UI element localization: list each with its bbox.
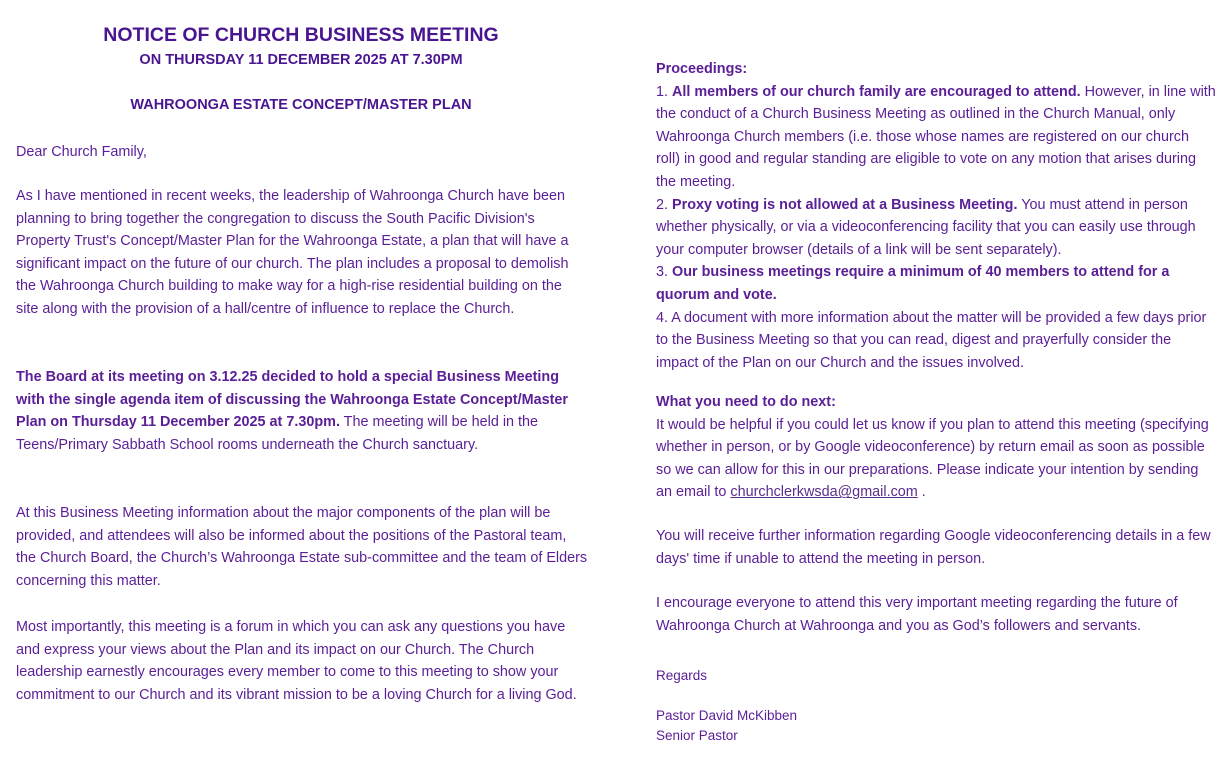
- signature-title: Senior Pastor: [656, 728, 738, 743]
- email-link[interactable]: churchclerkwsda@gmail.com: [730, 484, 918, 501]
- meeting-location-text: The meeting will be held in the Teens/Primary Sabbath School rooms underneath the Church sanctuary.: [16, 414, 539, 453]
- meeting-date-line: ON THURSDAY 11 DECEMBER 2025 AT 7.30PM: [139, 52, 463, 68]
- proceedings-heading: Proceedings:: [656, 61, 748, 77]
- forum-paragraph: Most importantly, this meeting is a forum in which you can ask any questions you have and express your views about the Plan and its impact on our Church. The Church leadership earnestly encourages every member to come to this meeting to show your commitment to our Church and its vibrant mission to be a loving Church for a living God.: [16, 619, 577, 703]
- item2-bold: Proxy voting is not allowed at a Business Meeting.: [672, 196, 1018, 213]
- signature-name: Pastor David McKibben: [656, 708, 798, 723]
- board-decision-bold: The Board at its meeting on 3.12.25 decided to hold a special Business Meeting with the single agenda item of discussing the Wahroonga Estate Concept/Master Plan on Thursday 11 December 2025 at 7.30pm.: [16, 369, 568, 431]
- regards: Regards: [656, 668, 708, 683]
- salutation: Dear Church Family,: [16, 144, 147, 160]
- item1-bold: All members of our church family are encouraged to attend.: [672, 83, 1081, 100]
- proceedings-section: [656, 58, 1216, 374]
- meeting-info-paragraph: At this Business Meeting information about the major components of the plan will be provided, and attendees will also be informed about the positions of the Pastoral team, the Church Board, the Church’s Wahroonga Estate sub-committee and the team of Elders concerning this matter.: [16, 505, 588, 589]
- board-decision-paragraph: [16, 366, 588, 456]
- item1-num: 1.: [656, 83, 672, 100]
- item3-num: 3.: [656, 264, 672, 281]
- item4-text: 4. A document with more information about the matter will be provided a few days prior to the Business Meeting so that you can read, digest and prayerfully consider the impact of the Plan on our Church and the issues involved.: [656, 309, 1207, 371]
- item2-text: You must attend in person whether physically, or via a videoconferencing facility that you can easily use through your computer browser (details of a link will be sent separately).: [656, 196, 1196, 258]
- encourage-paragraph: I encourage everyone to attend this very important meeting regarding the future of Wahroonga Church at Wahroonga and you as God’s followers and servants.: [656, 595, 1178, 634]
- next-steps-text: It would be helpful if you could let us know if you plan to attend this meeting (specifying whether in person, or by Google videoconference) by return email as soon as possible so we can allow for this in our preparations. Please indicate your intention by sending an email to: [656, 416, 1209, 501]
- email-trailing: .: [917, 484, 926, 501]
- next-steps-section: [656, 391, 1216, 504]
- subject-heading: WAHROONGA ESTATE CONCEPT/MASTER PLAN: [130, 97, 472, 113]
- item1-text: However, in line with the conduct of a Church Business Meeting as outlined in the Church Manual, only Wahroonga Church members (i.e. those whose names are registered on our church roll) in good and regular standing are eligible to vote on any motion that arises during the meeting.: [656, 83, 1216, 190]
- item2-num: 2.: [656, 196, 672, 213]
- further-info-paragraph: You will receive further information regarding Google videoconferencing details in a few days' time if unable to attend the meeting in person.: [656, 528, 1211, 567]
- next-steps-heading: What you need to do next:: [656, 394, 836, 410]
- notice-title: NOTICE OF CHURCH BUSINESS MEETING: [103, 24, 499, 46]
- intro-paragraph: As I have mentioned in recent weeks, the leadership of Wahroonga Church have been planning to bring together the congregation to discuss the South Pacific Division's Property Trust's Concept/Master Plan for the Wahroonga Estate, a plan that will have a significant impact on the future of our church. The plan includes a proposal to demolish the Wahroonga Church building to make way for a high-rise residential building on the site along with the provision of a hall/centre of influence to replace the Church.: [16, 188, 569, 317]
- item3-bold: Our business meetings require a minimum of 40 members to attend for a quorum and vote.: [656, 264, 1170, 303]
